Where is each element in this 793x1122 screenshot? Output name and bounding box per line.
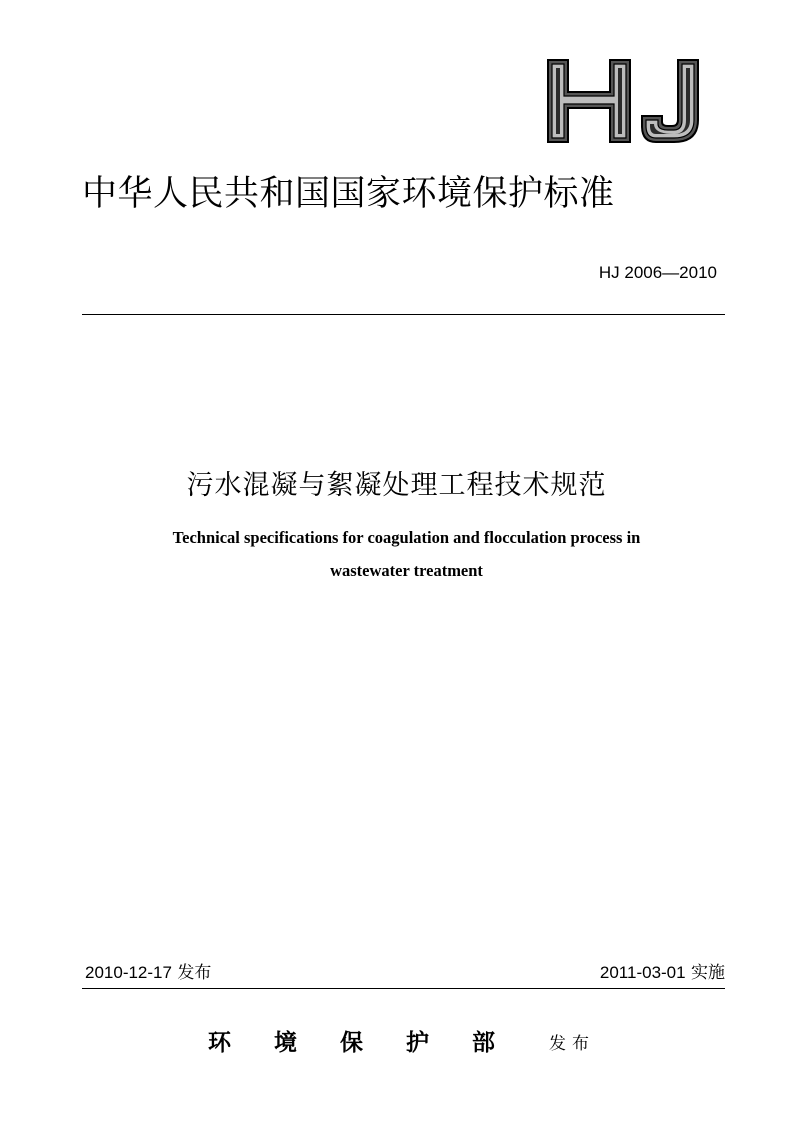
implement-date: 2011-03-01	[599, 963, 686, 982]
hj-logo-letter-j	[642, 60, 698, 142]
hj-logo	[538, 56, 708, 146]
document-title-chinese: 污水混凝与絮凝处理工程技术规范	[186, 470, 607, 501]
implement-date-block	[600, 961, 725, 985]
hj-logo-letter-h	[548, 60, 630, 142]
issue-date: 2010-12-17	[85, 963, 172, 982]
issue-date-block	[85, 961, 211, 985]
issue-label: 发布	[177, 963, 212, 983]
implement-label: 实施	[691, 963, 725, 983]
document-title-english-line2: wastewater treatment	[330, 561, 483, 580]
header-divider	[82, 314, 725, 315]
publisher-name: 环境保护部	[208, 1029, 538, 1056]
publisher-suffix: 发布	[549, 1034, 595, 1054]
document-title-english-line1: Technical specifications for coagulation and flocculation process in	[172, 528, 641, 547]
standard-code: HJ 2006—2010	[598, 263, 717, 282]
footer-divider	[82, 988, 725, 989]
standard-category-title: 中华人民共和国国家环境保护标准	[82, 174, 615, 214]
